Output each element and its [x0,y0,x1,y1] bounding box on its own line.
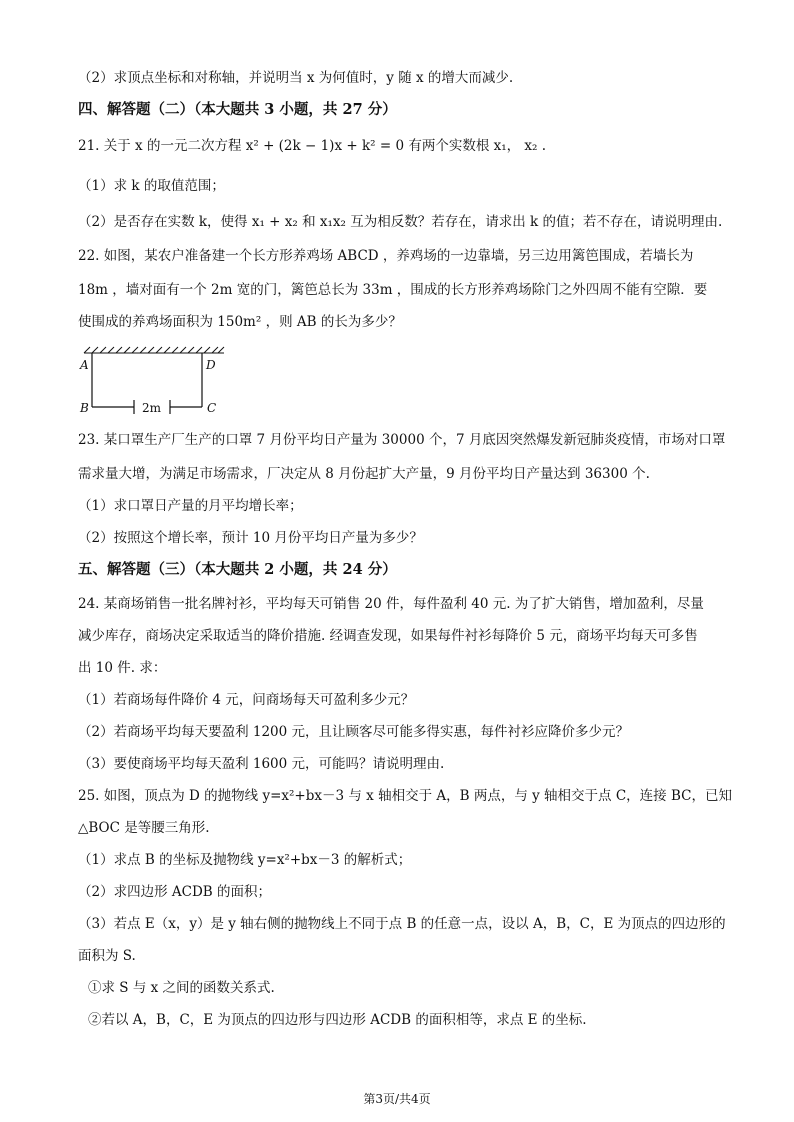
section-4-heading: 四、解答题（二）（本大题共 3 小题，共 27 分） [78,101,397,118]
section-5-heading: 五、解答题（三）（本大题共 2 小题，共 24 分） [78,561,397,578]
problem-25-part-2: （2）求四边形 ACDB 的面积； [78,884,271,900]
problem-24-stem-line-2: 减少库存，商场决定采取适当的降价措施. 经调查发现，如果每件衬衫每降价 5 元，商场平均每天可多售 [78,628,698,644]
wall-hatching [84,347,224,353]
page-number: 第3页/共4页 [363,1092,431,1106]
problem-23-part-2: （2）按照这个增长率，预计 10 月份平均日产量为多少？ [78,530,423,546]
problem-20-part-2: （2）求顶点坐标和对称轴，并说明当 x 为何值时，y 随 x 的增大而减少. [78,70,514,86]
chicken-farm-figure [78,345,238,425]
problem-23-stem-line-2: 需求量大增，为满足市场需求，厂决定从 8 月份起扩大产量，9 月份平均日产量达到 36300 个. [78,466,650,482]
label-d: D [206,358,216,372]
label-c: C [207,401,217,415]
problem-22-stem-line-1: 22. 如图，某农户准备建一个长方形养鸡场 ABCD ，养鸡场的一边靠墙，另三边用篱笆围成，若墙长为 [78,248,694,264]
problem-23-part-1: （1）求口罩日产量的月平均增长率； [78,498,303,514]
problem-24-part-3: （3）要使商场平均每天盈利 1600 元，可能吗？请说明理由. [78,756,445,772]
problem-24-stem-line-1: 24. 某商场销售一批名牌衬衫，平均每天可销售 20 件，每件盈利 40 元. 为了扩大销售，增加盈利，尽量 [78,596,704,612]
problem-25-part-1: （1）求点 B 的坐标及抛物线 y=x²+bx－3 的解析式； [78,852,412,868]
label-b: B [80,401,89,415]
problem-25-stem-line-2: △BOC 是等腰三角形. [78,820,210,836]
problem-25-part-3-line-1: （3）若点 E（x，y）是 y 轴右侧的抛物线上不同于点 B 的任意一点，设以 A，B，C，E 为顶点的四边形的 [78,916,726,932]
problem-21-stem: 21. 关于 x 的一元二次方程 x² + (2k − 1)x + k² = 0 有两个实数根 x₁， x₂ . [78,138,547,154]
problem-21-part-2: （2）是否存在实数 k，使得 x₁ + x₂ 和 x₁x₂ 互为相反数？若存在，请求出 k 的值；若不存在，请说明理由. [78,214,723,230]
problem-25-stem-line-1: 25. 如图，顶点为 D 的抛物线 y=x²+bx－3 与 x 轴相交于 A，B 两点，与 y 轴相交于点 C，连接 BC，已知 [78,788,732,804]
problem-25-part-3-line-2: 面积为 S. [78,948,136,964]
problem-21-part-1: （1）求 k 的取值范围； [78,178,225,194]
problem-23-stem-line-1: 23. 某口罩生产厂生产的口罩 7 月份平均日产量为 30000 个，7 月底因突然爆发新冠肺炎疫情，市场对口罩 [78,432,726,448]
problem-25-subpart-1: ①求 S 与 x 之间的函数关系式. [88,980,275,996]
label-a: A [80,358,89,372]
problem-22-stem-line-2: 18m ，墙对面有一个 2m 宽的门，篱笆总长为 33m ，围成的长方形养鸡场除门之外四周不能有空隙．要 [78,282,708,298]
problem-24-part-1: （1）若商场每件降价 4 元，问商场每天可盈利多少元？ [78,692,415,708]
problem-25-subpart-2: ②若以 A，B，C，E 为顶点的四边形与四边形 ACDB 的面积相等，求点 E 的坐标. [88,1012,587,1028]
problem-24-stem-line-3: 出 10 件. 求： [78,660,167,676]
door-label: 2m [142,401,162,415]
problem-24-part-2: （2）若商场平均每天要盈利 1200 元，且让顾客尽可能多得实惠，每件衬衫应降价多少元？ [78,724,630,740]
problem-22-stem-line-3: 使围成的养鸡场面积为 150m² ，则 AB 的长为多少？ [78,314,402,330]
